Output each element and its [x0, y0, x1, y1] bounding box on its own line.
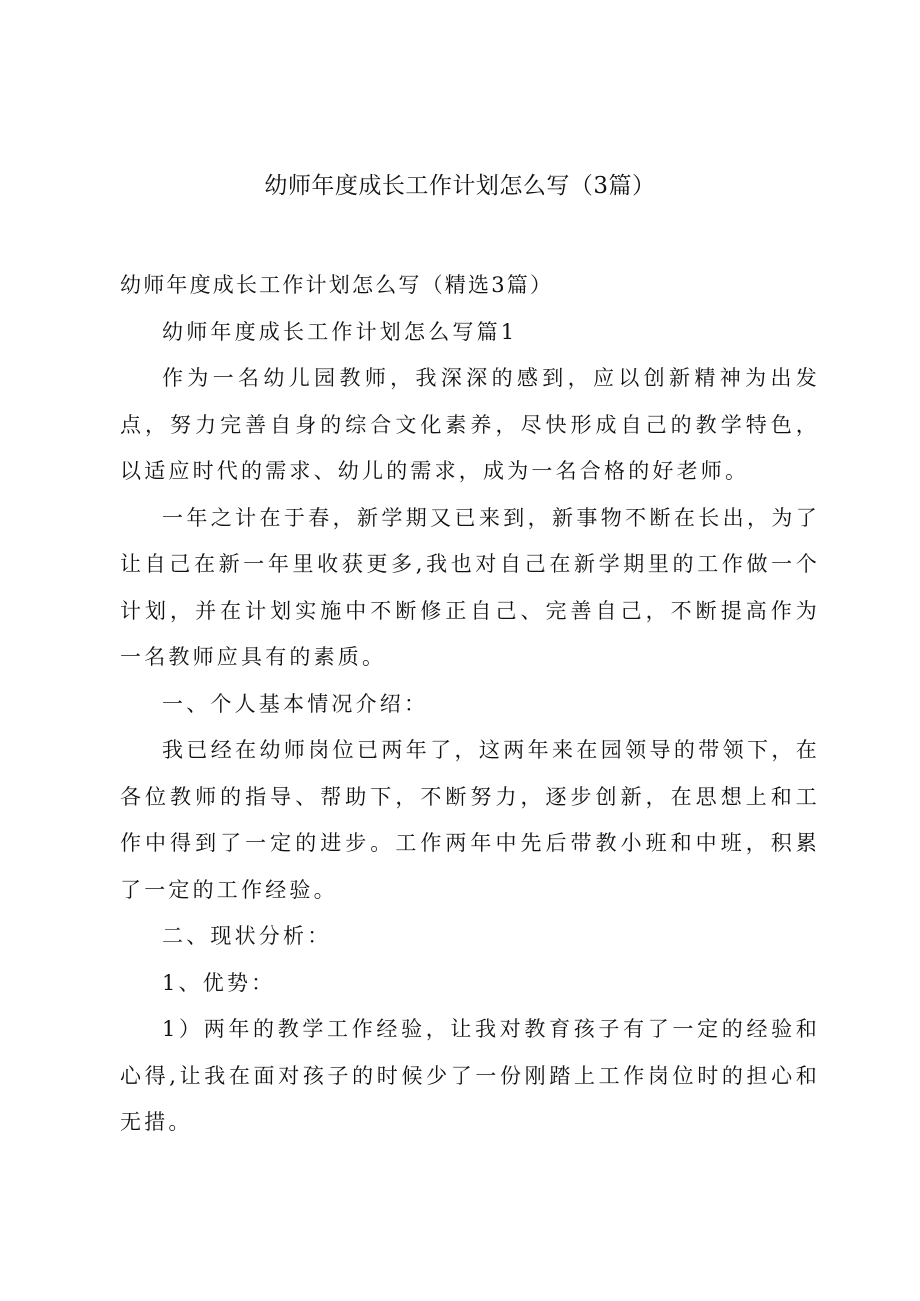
paragraph-personal-info: 我已经在幼师岗位已两年了，这两年来在园领导的带领下，在各位教师的指导、帮助下，不断努力，逐步创新，在思想上和工作中得到了一定的进步。工作两年中先后带教小班和中班，积累了一定的工作经验。 [120, 738, 820, 902]
paragraph-intro: 作为一名幼儿园教师，我深深的感到，应以创新精神为出发点，努力完善自身的综合文化素养，尽快形成自己的教学特色，以适应时代的需求、幼儿的需求，成为一名合格的好老师。 [120, 366, 820, 483]
paragraph-new-semester: 一年之计在于春，新学期又已来到，新事物不断在长出，为了让自己在新一年里收获更多,我也对自己在新学期里的工作做一个计划，并在计划实施中不断修正自己、完善自己，不断提高作为一名教师应具有的素质。 [120, 505, 820, 669]
document-subtitle: 幼师年度成长工作计划怎么写（精选3篇） [120, 273, 554, 297]
section-heading-part-1: 幼师年度成长工作计划怎么写篇1 [162, 319, 518, 344]
heading-advantages: 1、优势： [162, 970, 276, 995]
document-title: 幼师年度成长工作计划怎么写（3篇） [264, 173, 656, 199]
document-body [120, 262, 820, 1146]
paragraph-advantage-1: 1）两年的教学工作经验，让我对教育孩子有了一定的经验和心得,让我在面对孩子的时候少了一份刚踏上工作岗位时的担心和无措。 [120, 1017, 820, 1134]
heading-status-analysis: 二、现状分析： [162, 924, 332, 948]
heading-personal-info: 一、个人基本情况介绍： [162, 691, 429, 716]
